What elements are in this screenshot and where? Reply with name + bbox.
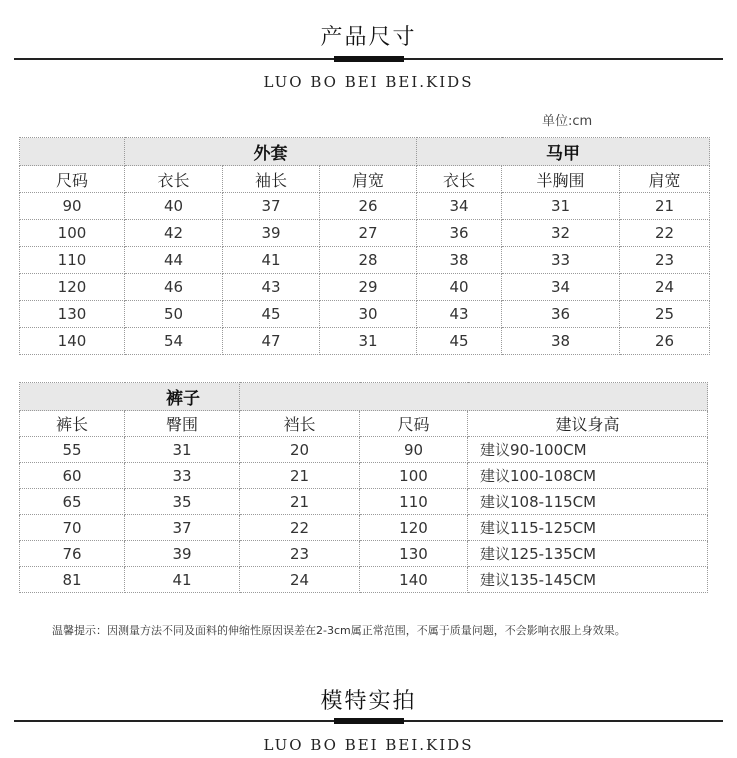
column-header: 袖长 xyxy=(223,166,320,193)
table-cell: 81 xyxy=(20,567,125,593)
unit-label: 单位:cm xyxy=(542,114,593,129)
table-cell: 130 xyxy=(360,541,468,567)
group-vest-label: 马甲 xyxy=(417,138,710,166)
table-row xyxy=(20,437,708,463)
table-cell: 24 xyxy=(620,274,710,301)
table-cell: 45 xyxy=(223,301,320,328)
column-header: 建议身高 xyxy=(468,411,708,437)
table-cell: 建议100-108CM xyxy=(468,463,708,489)
column-header: 尺码 xyxy=(20,166,125,193)
table-cell: 42 xyxy=(125,220,223,247)
table-cell: 76 xyxy=(20,541,125,567)
table-cell: 21 xyxy=(240,463,360,489)
column-header: 尺码 xyxy=(360,411,468,437)
table-cell: 54 xyxy=(125,328,223,355)
table-cell: 40 xyxy=(417,274,502,301)
table-cell: 23 xyxy=(620,247,710,274)
table-row xyxy=(20,567,708,593)
table-cell: 140 xyxy=(360,567,468,593)
table-cell: 建议90-100CM xyxy=(468,437,708,463)
table-cell: 31 xyxy=(502,193,620,220)
table-cell: 32 xyxy=(502,220,620,247)
table-cell: 65 xyxy=(20,489,125,515)
table-cell: 26 xyxy=(620,328,710,355)
table-cell: 21 xyxy=(620,193,710,220)
table-row xyxy=(20,328,710,355)
table-cell: 29 xyxy=(320,274,417,301)
table-cell: 建议135-145CM xyxy=(468,567,708,593)
table-cell: 22 xyxy=(620,220,710,247)
table-group-row xyxy=(20,383,708,411)
table-row xyxy=(20,541,708,567)
table-cell: 46 xyxy=(125,274,223,301)
table-cell: 31 xyxy=(125,437,240,463)
table-cell: 28 xyxy=(320,247,417,274)
column-header: 衣长 xyxy=(125,166,223,193)
table-cell: 35 xyxy=(125,489,240,515)
table-cell: 40 xyxy=(125,193,223,220)
table-cell: 23 xyxy=(240,541,360,567)
table-cell: 140 xyxy=(20,328,125,355)
table-cell: 120 xyxy=(20,274,125,301)
table-cell: 27 xyxy=(320,220,417,247)
column-header: 半胸围 xyxy=(502,166,620,193)
table-cell: 100 xyxy=(20,220,125,247)
table-cell: 90 xyxy=(360,437,468,463)
column-header: 裆长 xyxy=(240,411,360,437)
table-cell: 33 xyxy=(125,463,240,489)
table-cell: 20 xyxy=(240,437,360,463)
table-cell: 100 xyxy=(360,463,468,489)
table-cell: 43 xyxy=(417,301,502,328)
brand-name: LUO BO BEI BEI.KIDS xyxy=(263,736,474,754)
table-cell: 45 xyxy=(417,328,502,355)
table-cell: 37 xyxy=(125,515,240,541)
table-cell: 39 xyxy=(125,541,240,567)
coat-vest-size-table xyxy=(19,137,710,355)
table-cell: 37 xyxy=(223,193,320,220)
table-cell: 110 xyxy=(20,247,125,274)
group-blank-cell xyxy=(240,383,708,411)
table-row xyxy=(20,247,710,274)
table-cell: 47 xyxy=(223,328,320,355)
table-cell: 41 xyxy=(125,567,240,593)
measurement-note: 温馨提示：因测量方法不同及面料的伸缩性原因误差在2-3cm属正常范围，不属于质量问题，不会影响衣服上身效果。 xyxy=(52,624,626,637)
table-cell: 110 xyxy=(360,489,468,515)
table-row xyxy=(20,515,708,541)
table-row xyxy=(20,301,710,328)
table-cell: 36 xyxy=(502,301,620,328)
table-cell: 55 xyxy=(20,437,125,463)
table-cell: 31 xyxy=(320,328,417,355)
table-cell: 50 xyxy=(125,301,223,328)
table-group-row xyxy=(20,138,710,166)
table-row xyxy=(20,193,710,220)
column-header: 裤长 xyxy=(20,411,125,437)
table-cell: 33 xyxy=(502,247,620,274)
column-header: 臀围 xyxy=(125,411,240,437)
table-cell: 26 xyxy=(320,193,417,220)
table-cell: 44 xyxy=(125,247,223,274)
table-cell: 43 xyxy=(223,274,320,301)
table-header-row xyxy=(20,411,708,437)
table-cell: 36 xyxy=(417,220,502,247)
table-cell: 22 xyxy=(240,515,360,541)
table-cell: 建议115-125CM xyxy=(468,515,708,541)
column-header: 肩宽 xyxy=(620,166,710,193)
brand-name: LUO BO BEI BEI.KIDS xyxy=(263,73,474,91)
table-cell: 30 xyxy=(320,301,417,328)
title-accent-bar xyxy=(334,56,404,62)
table-cell: 39 xyxy=(223,220,320,247)
table-cell: 21 xyxy=(240,489,360,515)
table-cell: 25 xyxy=(620,301,710,328)
pants-size-table xyxy=(19,382,708,593)
table-cell: 24 xyxy=(240,567,360,593)
section-title-size: 产品尺寸 xyxy=(320,25,417,50)
group-pants-label: 裤子 xyxy=(20,383,240,411)
table-cell: 38 xyxy=(417,247,502,274)
table-cell: 41 xyxy=(223,247,320,274)
table-cell: 70 xyxy=(20,515,125,541)
table-cell: 90 xyxy=(20,193,125,220)
table-cell: 34 xyxy=(502,274,620,301)
group-coat-label: 外套 xyxy=(125,138,417,166)
table-cell: 建议125-135CM xyxy=(468,541,708,567)
section-title-model: 模特实拍 xyxy=(320,689,417,714)
table-row xyxy=(20,220,710,247)
title-accent-bar xyxy=(334,718,404,724)
table-cell: 38 xyxy=(502,328,620,355)
table-cell: 34 xyxy=(417,193,502,220)
column-header: 衣长 xyxy=(417,166,502,193)
table-row xyxy=(20,463,708,489)
table-row xyxy=(20,489,708,515)
group-blank-cell xyxy=(20,138,125,166)
table-cell: 130 xyxy=(20,301,125,328)
table-cell: 建议108-115CM xyxy=(468,489,708,515)
column-header: 肩宽 xyxy=(320,166,417,193)
table-cell: 60 xyxy=(20,463,125,489)
table-cell: 120 xyxy=(360,515,468,541)
table-header-row xyxy=(20,166,710,193)
table-row xyxy=(20,274,710,301)
